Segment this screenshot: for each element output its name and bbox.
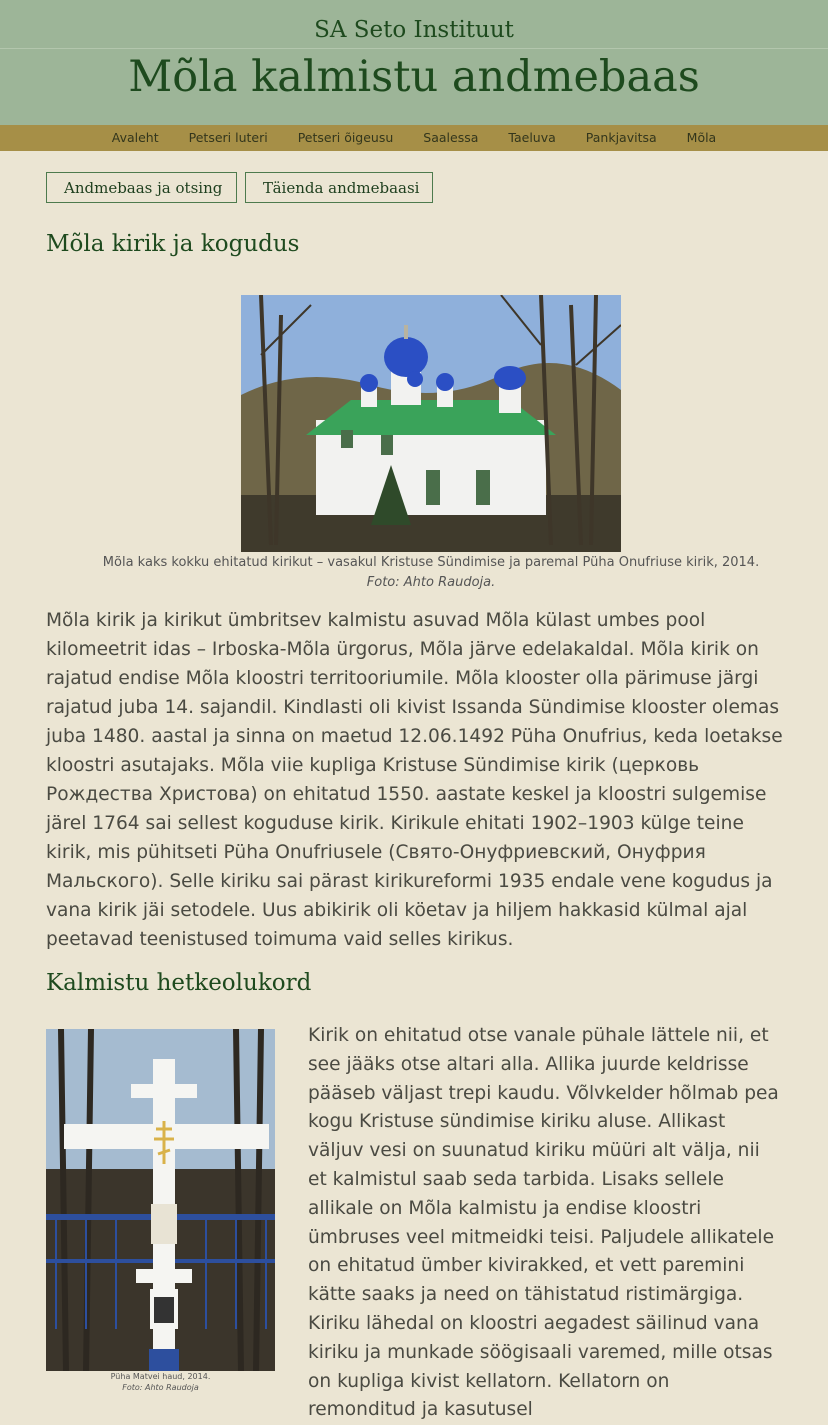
church-photo-credit: Foto: Ahto Raudoja. bbox=[366, 575, 496, 590]
database-search-button[interactable]: Andmebaas ja otsing bbox=[46, 172, 237, 203]
section-heading-cemetery: Kalmistu hetkeolukord bbox=[46, 970, 312, 996]
church-illustration bbox=[241, 295, 621, 552]
supplement-database-button[interactable]: Täienda andmebaasi bbox=[245, 172, 433, 203]
site-header bbox=[0, 0, 828, 125]
church-caption-text: Mõla kaks kokku ehitatud kirikut – vasakul Kristuse Sündimise ja paremal Püha Onufriuse kirik, 2014. bbox=[102, 555, 760, 570]
nav-item-petseri-luteri[interactable]: Petseri luteri bbox=[188, 130, 268, 145]
nav-item-pankjavitsa[interactable]: Pankjavitsa bbox=[585, 130, 657, 145]
nav-item-petseri-oigeusu[interactable]: Petseri õigeusu bbox=[297, 130, 394, 145]
section-heading-church: Mõla kirik ja kogudus bbox=[46, 231, 300, 257]
nav-item-taeluva[interactable]: Taeluva bbox=[508, 130, 556, 145]
cemetery-status-paragraph: Kirik on ehitatud otse vanale pühale lättele nii, et see jääks otse altari alla. Allika juurde keldrisse pääseb väljast trepi kaudu. Võlvkelder hõlmab pea kogu Kristuse sündimise kiriku aluse. Allikast väljuv vesi on suunatud kiriku müüri alt välja, nii et kalmistul saab seda tarbida. Lisaks sellele allikale on Mõla kalmistu ja endise kloostri ümbruses veel mitmeidki teisi. Paljudele allikatele on ehitatud ümber kivirakked, et vett paremini kätte saaks ja need on tähistatud ristimärgiga. Kiriku lähedal on kloostri aegadest säilinud vana kiriku ja munkade söögisaali varemed, mille otsas on kupliga kivist kellatorn. Kellatorn on remonditud ja kasutusel bbox=[308, 1025, 779, 1421]
grave-photo-caption bbox=[46, 1371, 275, 1393]
grave-photo-credit: Foto: Ahto Raudoja bbox=[122, 1383, 199, 1392]
page-title[interactable]: Mõla kalmistu andmebaas bbox=[128, 52, 700, 102]
nav-item-mola[interactable]: Mõla bbox=[686, 130, 717, 145]
church-photo-caption bbox=[46, 553, 816, 593]
cross-illustration bbox=[46, 1029, 275, 1371]
church-photo bbox=[241, 295, 621, 552]
nav-item-saalessa[interactable]: Saalessa bbox=[423, 130, 479, 145]
church-history-paragraph: Mõla kirik ja kirikut ümbritsev kalmistu asuvad Mõla külast umbes pool kilomeetrit idas – Irboska-Mõla ürgorus, Mõla järve edelakaldal. Mõla kirik on rajatud endise Mõla kloostri territooriumile. Mõla klooster olla pärimuse järgi rajatud juba 14. sajandil. Kindlasti oli kivist Issanda Sündimise klooster olemas juba 1480. aastal ja sinna on maetud 12.06.1492 Püha Onufrius, keda loetakse kloostri asutajaks. Mõla viie kupliga Kristuse Sündimise kirik (церковь Рождества Христова) on ehitatud 1550. aastate keskel ja kloostri sulgemise järel 1764 sai sellest koguduse kirik. Kirikule ehitati 1902–1903 külge teine kirik, mis pühitseti Püha Onufriusele (Свято-Онуфриевский, Онуфрия Мальского). Selle kiriku sai pärast kirikureformi 1935 endale vene kogudus ja vana kirik jäi setodele. Uus abikirik oli köetav ja hiljem hakkasid külmal ajal peetavad teenistused toimuma vaid selles kirikus. bbox=[46, 610, 783, 950]
nav-item-avaleht[interactable]: Avaleht bbox=[111, 130, 159, 145]
grave-cross-photo bbox=[46, 1029, 275, 1371]
organization-name[interactable]: SA Seto Instituut bbox=[314, 17, 514, 43]
grave-caption-text: Püha Matvei haud, 2014. bbox=[110, 1372, 211, 1381]
main-nav bbox=[0, 125, 828, 151]
